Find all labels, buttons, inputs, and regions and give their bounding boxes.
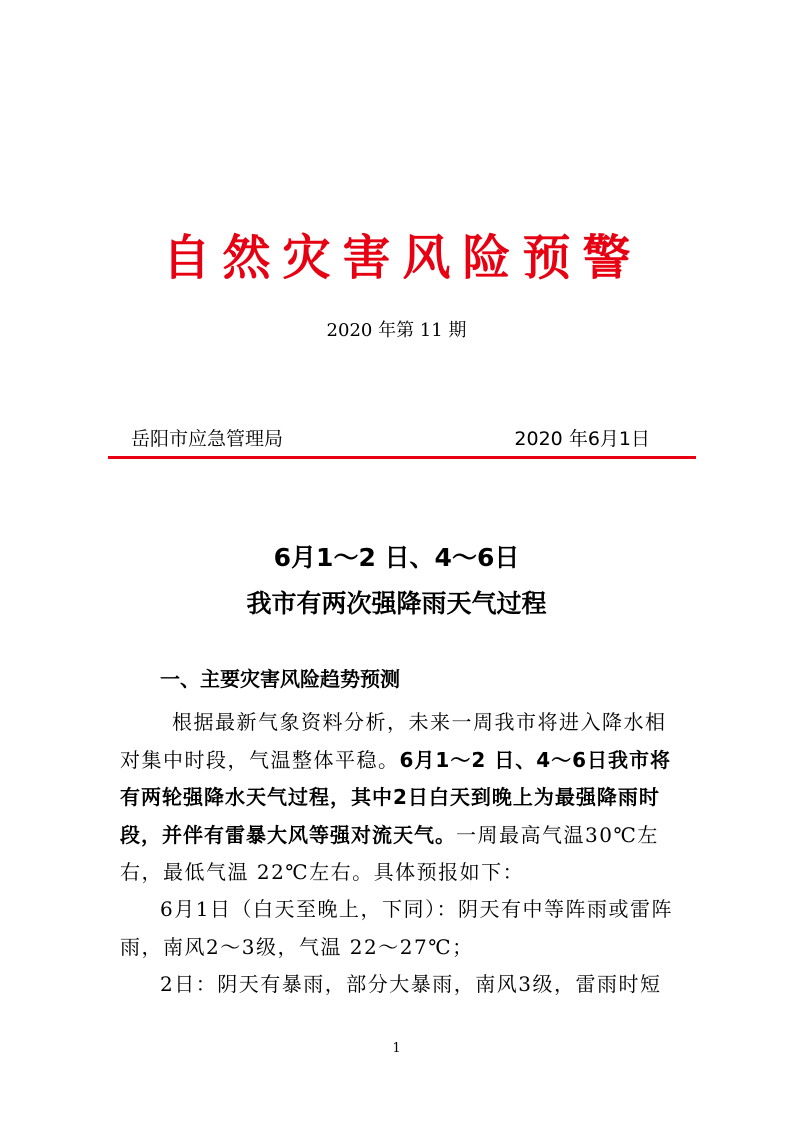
document-masthead-title: 自然灾害风险预警 [162,230,643,286]
forecast-paragraph [120,704,680,892]
paragraph-tail-text: 一周最高气温30℃左右，最低气温 22℃左右。具体预报如下： [120,822,659,884]
page-number: 1 [392,1041,401,1056]
red-divider-line [108,456,696,459]
paragraph-lead-text: 根据最新气象资料分析，未来一周我市将进入降水相对集中时段，气温整体平稳。 [120,710,667,772]
issue-date: 2020 年6月1日 [514,428,650,450]
forecast-day-1: 6月1日（白天至晚上，下同）：阴天有中等阵雨或雷阵雨，南风2～3级，气温 22～27℃； [120,897,673,959]
issuer-row [131,425,650,453]
document-title-line-1: 6月1～2 日、4～6日 [273,543,520,572]
document-title-line-2: 我市有两次强降雨天气过程 [246,589,547,618]
paragraph-highlight-text: 6月1～2 日、4～6日我市将有两轮强降水天气过程，其中2日白天到晚上为最强降雨时段，并伴有雷暴大风等强对流天气。 [120,747,672,847]
issue-number: 2020 年第 11 期 [326,320,467,341]
issuing-agency: 岳阳市应急管理局 [131,428,284,450]
forecast-day-2: 2日：阴天有暴雨，部分大暴雨，南风3级，雷雨时短 [160,972,662,996]
section-heading: 一、主要灾害风险趋势预测 [160,667,400,691]
